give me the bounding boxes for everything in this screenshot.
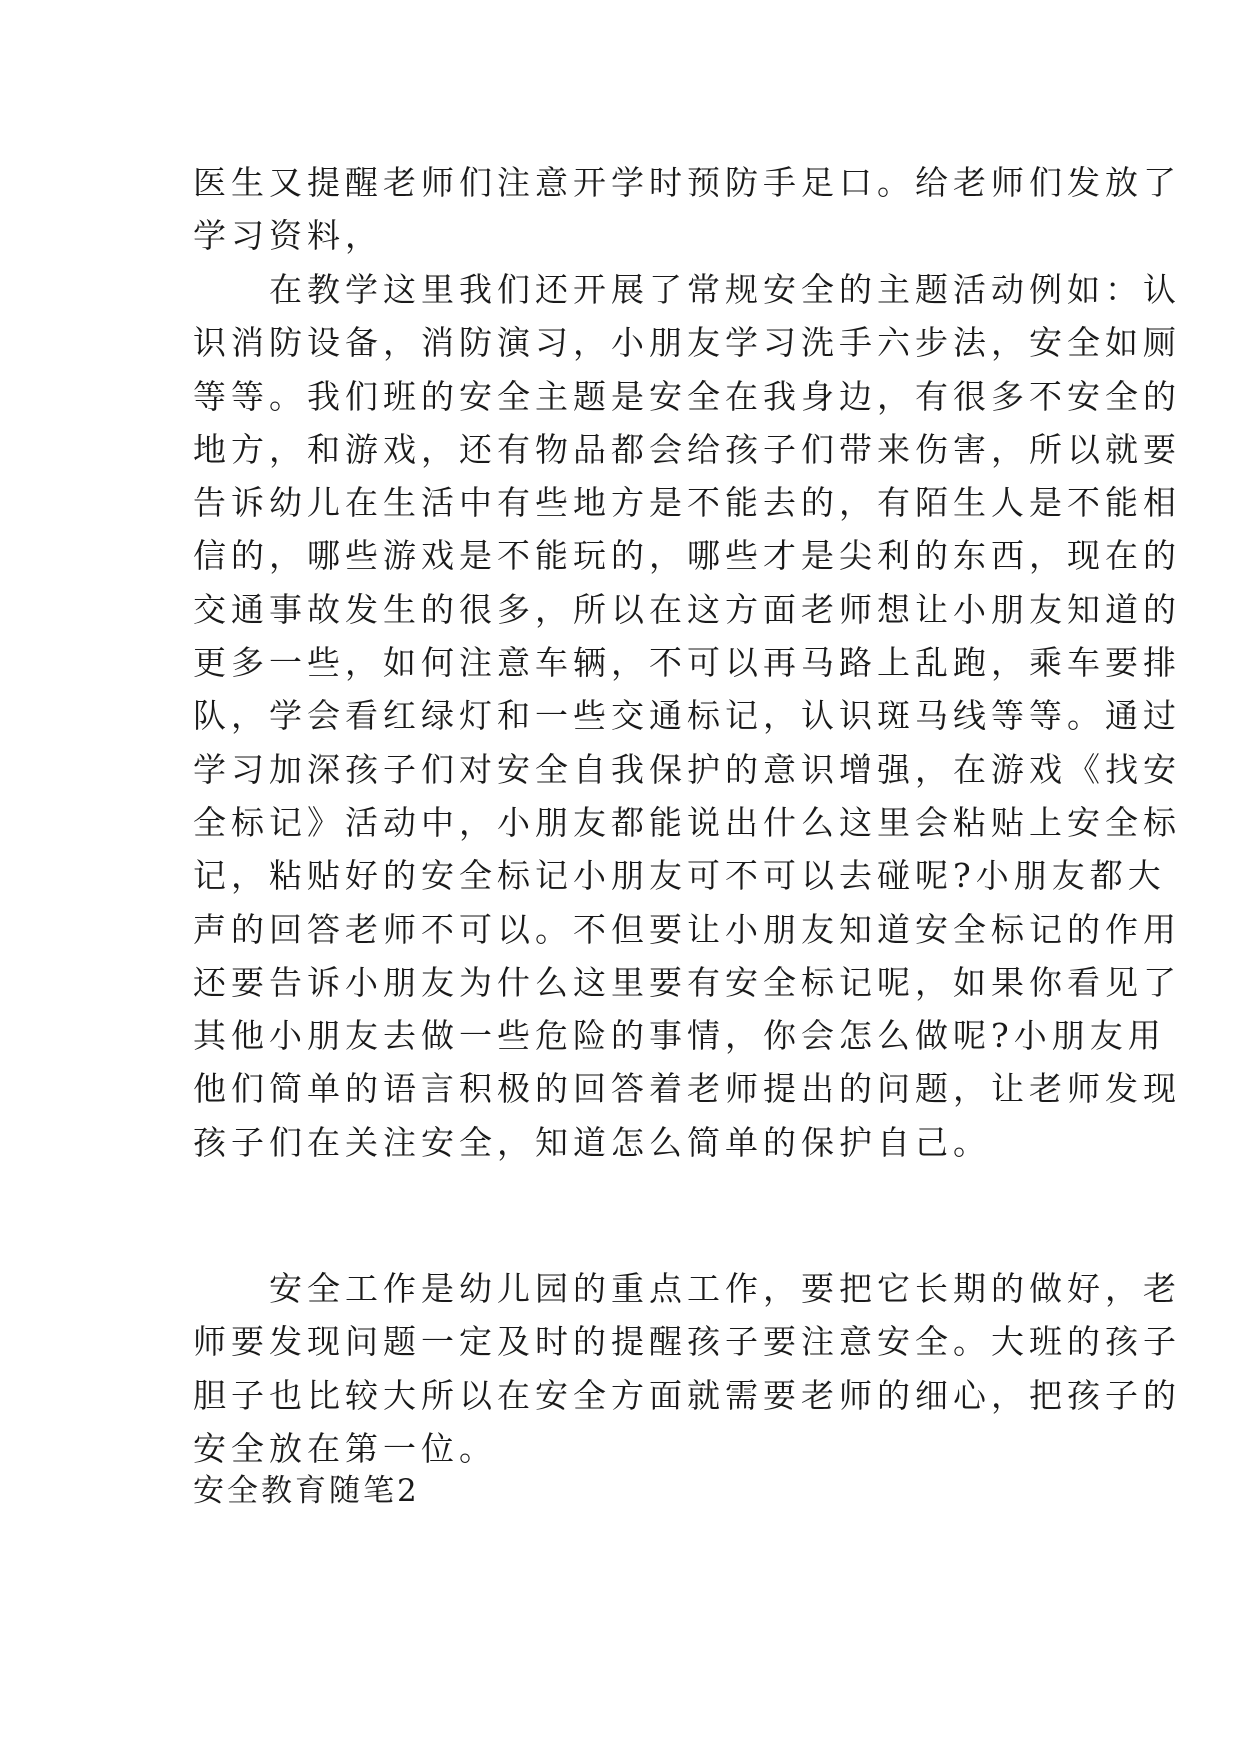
paragraph-line: 胆子也比较大所以在安全方面就需要老师的细心，把孩子的 xyxy=(193,1375,1181,1415)
paragraph-line: 记，粘贴好的安全标记小朋友可不可以去碰呢?小朋友都大 xyxy=(193,856,1166,896)
paragraph-line: 师要发现问题一定及时的提醒孩子要注意安全。大班的孩子 xyxy=(193,1322,1181,1362)
paragraph-line: 孩子们在关注安全，知道怎么简单的保护自己。 xyxy=(193,1122,991,1162)
paragraph-line: 在教学这里我们还开展了常规安全的主题活动例如：认 xyxy=(269,270,1181,309)
paragraph-line: 还要告诉小朋友为什么这里要有安全标记呢，如果你看见了 xyxy=(193,962,1181,1002)
paragraph-line: 医生又提醒老师们注意开学时预防手足口。给老师们发放了 xyxy=(193,163,1181,202)
paragraph-line: 队，学会看红绿灯和一些交通标记，认识斑马线等等。通过 xyxy=(193,696,1181,736)
paragraph-1 xyxy=(193,156,1181,263)
paragraph-line: 地方，和游戏，还有物品都会给孩子们带来伤害，所以就要 xyxy=(193,429,1181,469)
section-heading: 安全教育随笔2 xyxy=(193,1473,420,1509)
paragraph-line: 安全放在第一位。 xyxy=(193,1428,497,1468)
paragraph-line: 更多一些，如何注意车辆，不可以再马路上乱跑，乘车要排 xyxy=(193,643,1181,683)
paragraph-line: 声的回答老师不可以。不但要让小朋友知道安全标记的作用 xyxy=(193,909,1181,949)
paragraph-line: 安全工作是幼儿园的重点工作，要把它长期的做好，老 xyxy=(269,1269,1181,1308)
paragraph-2 xyxy=(193,263,1181,1169)
paragraph-line: 他们简单的语言积极的回答着老师提出的问题，让老师发现 xyxy=(193,1069,1181,1109)
paragraph-line: 交通事故发生的很多，所以在这方面老师想让小朋友知道的 xyxy=(193,589,1181,629)
paragraph-line: 等等。我们班的安全主题是安全在我身边，有很多不安全的 xyxy=(193,376,1181,416)
paragraph-line: 其他小朋友去做一些危险的事情，你会怎么做呢?小朋友用 xyxy=(193,1016,1166,1056)
paragraph-line: 学习加深孩子们对安全自我保护的意识增强，在游戏《找安 xyxy=(193,749,1181,789)
paragraph-line: 识消防设备，消防演习，小朋友学习洗手六步法，安全如厕 xyxy=(193,323,1181,363)
paragraph-line: 学习资料， xyxy=(193,216,383,256)
paragraph-line: 告诉幼儿在生活中有些地方是不能去的，有陌生人是不能相 xyxy=(193,483,1181,523)
paragraph-line: 全标记》活动中，小朋友都能说出什么这里会粘贴上安全标 xyxy=(193,802,1181,842)
paragraph-line: 信的，哪些游戏是不能玩的，哪些才是尖利的东西，现在的 xyxy=(193,536,1181,576)
paragraph-3 xyxy=(193,1262,1181,1475)
